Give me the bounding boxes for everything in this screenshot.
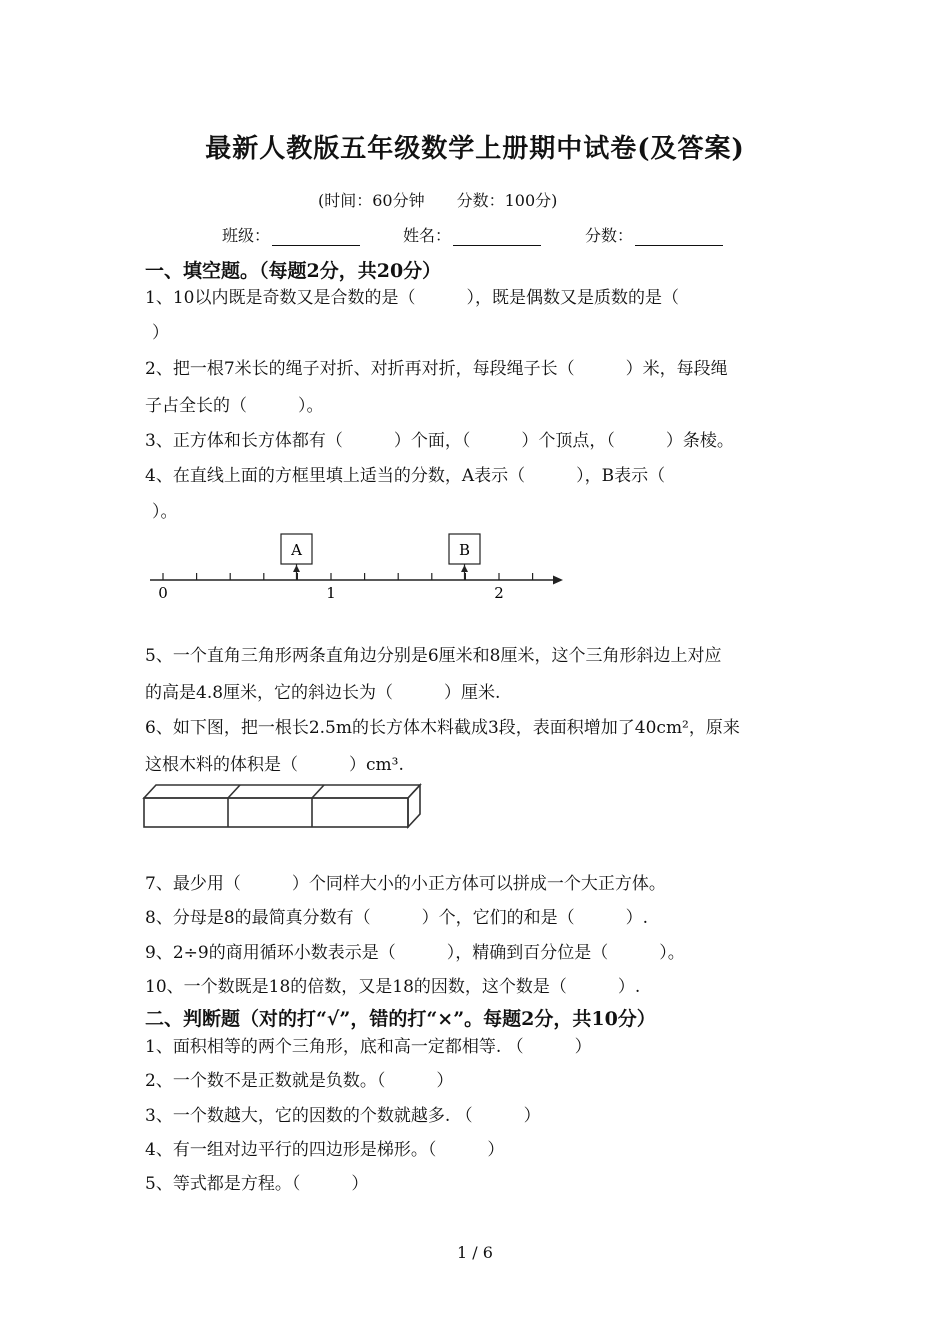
- pointer-a-arrowhead: [293, 565, 300, 572]
- question-line: 的高是4.8厘米，它的斜边长为（ ）厘米.: [145, 683, 501, 703]
- section1-heading: 一、填空题。（每题2分，共20分）: [145, 260, 442, 282]
- tick-label-0: 0: [158, 584, 168, 602]
- class-label: 班级：: [222, 226, 271, 245]
- question-line: 5、一个直角三角形两条直角边分别是6厘米和8厘米，这个三角形斜边上对应: [145, 646, 722, 666]
- question-line: 3、正方体和长方体都有（ ）个面，（ ）个顶点，（ ）条棱。: [145, 431, 734, 451]
- question-line: 9、2÷9的商用循环小数表示是（ ），精确到百分位是（ ）。: [145, 943, 685, 963]
- question-line: ）: [152, 323, 169, 343]
- question-line: ）。: [152, 502, 178, 522]
- question-line: 5、等式都是方程。（ ）: [145, 1174, 369, 1194]
- cut-line: [228, 785, 240, 798]
- number-line-figure: [145, 530, 575, 605]
- question-line: 6、如下图，把一根长2.5m的长方体木料截成3段，表面积增加了40cm²，原来: [145, 718, 740, 738]
- cuboid-side-face: [408, 785, 420, 827]
- cut-line: [312, 785, 324, 798]
- class-field[interactable]: [222, 223, 360, 246]
- question-line: 10、一个数既是18的倍数，又是18的因数，这个数是（ ）.: [145, 977, 641, 997]
- question-line: 4、有一组对边平行的四边形是梯形。（ ）: [145, 1140, 505, 1160]
- tick-label-1: 1: [326, 584, 336, 602]
- page-number: 1 / 6: [457, 1243, 493, 1262]
- score-blank[interactable]: [635, 227, 723, 246]
- question-line: 8、分母是8的最简真分数有（ ）个，它们的和是（ ）.: [145, 908, 649, 928]
- question-line: 3、一个数越大，它的因数的个数就越多. （ ）: [145, 1106, 541, 1126]
- tick-label-2: 2: [494, 584, 504, 602]
- question-line: 1、面积相等的两个三角形，底和高一定都相等. （ ）: [145, 1037, 592, 1057]
- question-line: 4、在直线上面的方框里填上适当的分数，A表示（ ），B表示（: [145, 466, 666, 486]
- box-a-label: A: [291, 541, 302, 559]
- name-field[interactable]: [403, 223, 541, 246]
- question-line: 2、一个数不是正数就是负数。（ ）: [145, 1071, 454, 1091]
- question-line: 子占全长的（ ）。: [145, 396, 324, 416]
- cuboid-top-face: [144, 785, 420, 798]
- score-field[interactable]: [585, 223, 723, 246]
- section2-heading: 二、判断题（对的打“√”，错的打“×”。每题2分，共10分）: [145, 1008, 656, 1030]
- number-line-ticks: [163, 573, 533, 580]
- box-b-label: B: [458, 541, 471, 559]
- question-line: 2、把一根7米长的绳子对折、对折再对折，每段绳子长（ ）米，每段绳: [145, 359, 728, 379]
- cuboid-front-face: [144, 798, 408, 827]
- name-blank[interactable]: [453, 227, 541, 246]
- exam-time-score: (时间：60分钟 分数：100分): [318, 191, 558, 210]
- pointer-b-arrowhead: [461, 565, 468, 572]
- score-label: 分数：: [585, 226, 634, 245]
- name-label: 姓名：: [403, 226, 452, 245]
- question-line: 这根木料的体积是（ ）cm³.: [145, 755, 404, 775]
- question-line: 1、10以内既是奇数又是合数的是（ ），既是偶数又是质数的是（: [145, 288, 679, 308]
- cuboid-figure: [142, 782, 427, 832]
- question-line: 7、最少用（ ）个同样大小的小正方体可以拼成一个大正方体。: [145, 874, 666, 894]
- class-blank[interactable]: [272, 227, 360, 246]
- number-line-arrowhead: [553, 576, 563, 585]
- page-title: 最新人教版五年级数学上册期中试卷(及答案): [205, 134, 745, 164]
